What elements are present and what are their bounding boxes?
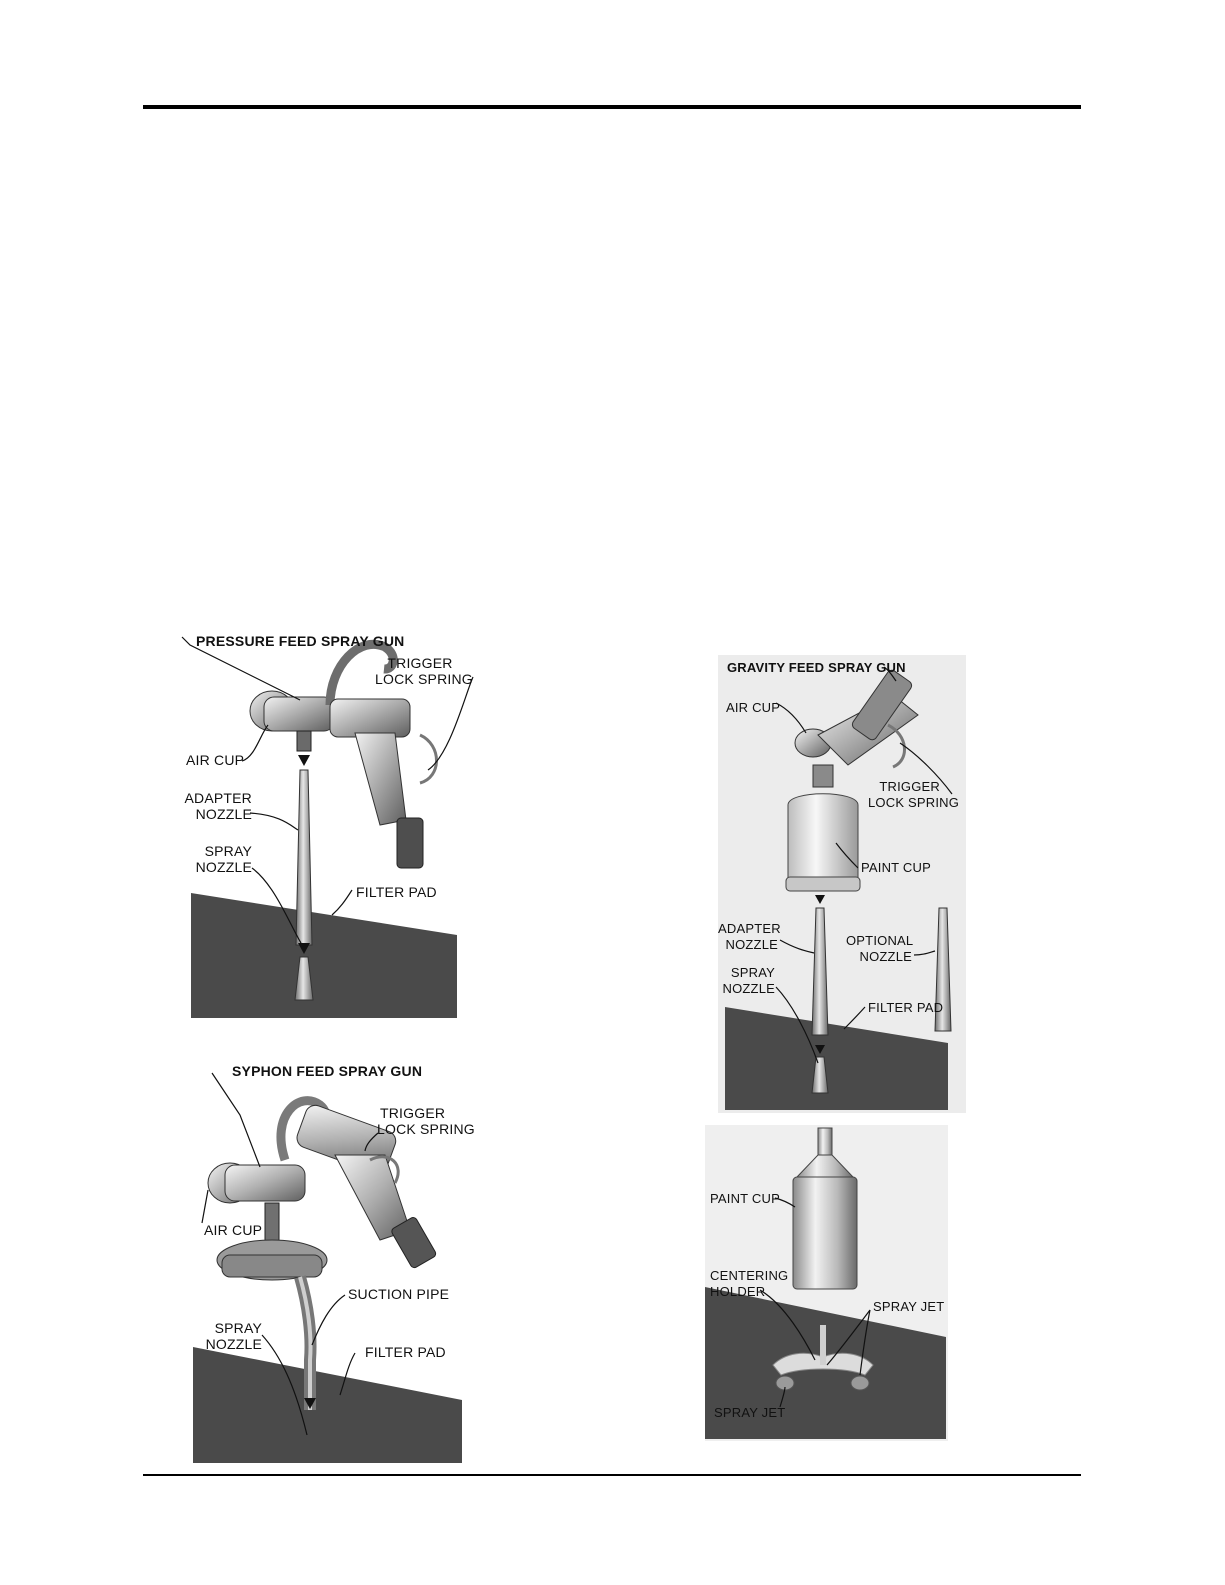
gravity-spray-nozzle-label: SPRAY NOZZLE — [722, 965, 775, 996]
syphon-air-cup-label: AIR CUP — [204, 1222, 263, 1238]
header-rule — [143, 105, 1081, 109]
filter-pad-shape — [191, 893, 457, 1018]
figure-syphon-feed-spray-gun — [190, 1055, 490, 1465]
filter-pad-shape — [193, 1347, 462, 1463]
gravity-adapter-nozzle-label: ADAPTER NOZZLE — [718, 921, 781, 952]
figure-paint-cup-spray-jet — [705, 1125, 948, 1441]
cup-paint-cup-label: PAINT CUP — [710, 1191, 780, 1206]
pressure-feed-title: PRESSURE FEED SPRAY GUN — [196, 633, 405, 649]
figure-gravity-feed-spray-gun — [718, 655, 966, 1113]
syphon-trigger-lock-spring-label: TRIGGER LOCK SPRING — [377, 1105, 475, 1137]
gravity-paint-cup-label: PAINT CUP — [861, 860, 931, 875]
gravity-feed-title: GRAVITY FEED SPRAY GUN — [727, 660, 906, 675]
pressure-adapter-nozzle-label: ADAPTER NOZZLE — [184, 790, 252, 822]
gravity-feed-illustration — [718, 655, 966, 1113]
cup-centering-holder-label: CENTERING HOLDER — [710, 1268, 789, 1299]
pressure-spray-nozzle-label: SPRAY NOZZLE — [195, 843, 252, 875]
syphon-suction-pipe-label: SUCTION PIPE — [348, 1286, 450, 1302]
gravity-filter-pad-label: FILTER PAD — [868, 1000, 944, 1015]
figure-pressure-feed-spray-gun — [180, 625, 480, 1020]
pressure-air-cup-label: AIR CUP — [186, 752, 245, 768]
footer-rule — [143, 1474, 1081, 1476]
syphon-filter-pad-label: FILTER PAD — [365, 1344, 446, 1360]
syphon-feed-title: SYPHON FEED SPRAY GUN — [232, 1063, 423, 1079]
cup-spray-jet-left-label: SPRAY JET — [714, 1405, 786, 1420]
pressure-trigger-lock-spring-label: TRIGGER LOCK SPRING — [375, 655, 473, 687]
cup-spray-jet-right-label: SPRAY JET — [873, 1299, 945, 1314]
pressure-filter-pad-label: FILTER PAD — [356, 884, 437, 900]
gravity-trigger-lock-spring-label: TRIGGER LOCK SPRING — [868, 779, 960, 810]
syphon-spray-nozzle-label: SPRAY NOZZLE — [205, 1320, 262, 1352]
gravity-air-cup-label: AIR CUP — [726, 700, 781, 715]
gravity-optional-nozzle-label: OPTIONAL NOZZLE — [846, 933, 914, 964]
